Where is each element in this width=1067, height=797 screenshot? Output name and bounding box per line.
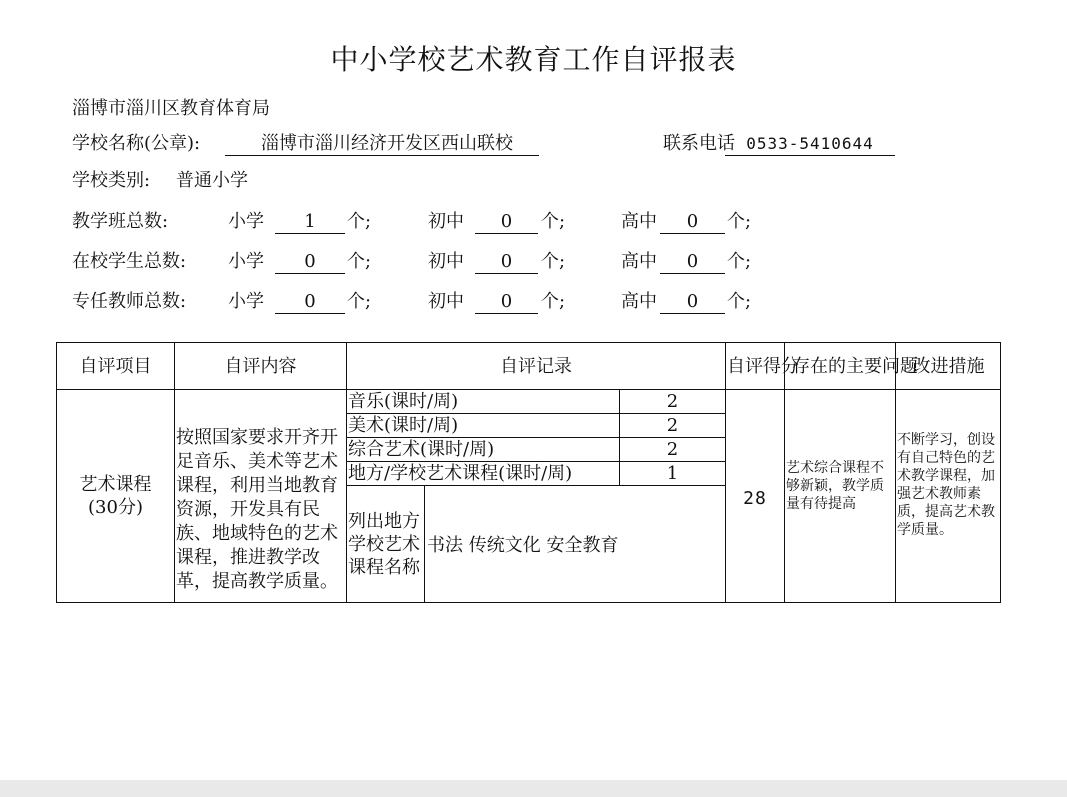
level-primary: 小学 xyxy=(228,211,264,232)
unit: 个; xyxy=(727,211,752,232)
header-problems: 存在的主要问题 xyxy=(792,356,918,377)
record-row-divider xyxy=(346,461,725,462)
measures-text: 不断学习，创设有自己特色的艺术教学课程，加强艺术教师素质，提高艺术教学质量。 xyxy=(897,432,995,538)
unit: 个; xyxy=(347,291,372,312)
phone-value: 0533-5410644 xyxy=(725,133,895,156)
level-senior: 高中 xyxy=(621,251,657,272)
unit: 个; xyxy=(541,211,566,232)
record-label: 综合艺术(课时/周) xyxy=(348,439,495,460)
level-senior: 高中 xyxy=(621,291,657,312)
classes-senior-value: 0 xyxy=(660,211,725,234)
problems-text: 艺术综合课程不够新颖，教学质量有待提高 xyxy=(786,460,884,512)
level-senior: 高中 xyxy=(621,211,657,232)
unit: 个; xyxy=(727,291,752,312)
header-item: 自评项目 xyxy=(79,356,152,377)
col-divider xyxy=(346,342,347,603)
level-junior: 初中 xyxy=(428,291,464,312)
level-junior: 初中 xyxy=(428,251,464,272)
students-primary-value: 0 xyxy=(275,251,345,274)
school-name-text: 淄博市淄川经济开发区西山联校 xyxy=(261,133,513,154)
teachers-primary-value: 0 xyxy=(275,291,345,314)
category-value: 普通小学 xyxy=(176,170,248,191)
record-row-divider xyxy=(346,437,725,438)
local-courses-divider xyxy=(424,485,425,603)
record-label: 地方/学校艺术课程(课时/周) xyxy=(348,463,573,484)
col-divider xyxy=(895,342,896,603)
teachers-senior-value: 0 xyxy=(660,291,725,314)
record-label: 音乐(课时/周) xyxy=(348,391,459,412)
header-score: 自评得分 xyxy=(727,356,799,377)
classes-junior-value: 0 xyxy=(475,211,538,234)
record-value: 2 xyxy=(666,415,679,436)
record-row-divider xyxy=(346,413,725,414)
organization: 淄博市淄川区教育体育局 xyxy=(72,98,270,119)
level-primary: 小学 xyxy=(228,291,264,312)
phone-label: 联系电话 xyxy=(663,133,735,154)
school-label: 学校名称(公章): xyxy=(72,133,201,154)
category-label: 学校类别: xyxy=(72,170,151,191)
unit: 个; xyxy=(541,251,566,272)
record-row-divider xyxy=(346,485,725,486)
unit: 个; xyxy=(541,291,566,312)
header-record: 自评记录 xyxy=(500,356,572,377)
col-divider xyxy=(725,342,726,603)
local-courses-value: 书法 传统文化 安全教育 xyxy=(427,535,619,556)
col-divider xyxy=(174,342,175,603)
unit: 个; xyxy=(347,211,372,232)
stat-label-teachers: 专任教师总数: xyxy=(72,291,187,312)
bottom-scroll-area xyxy=(0,780,1067,797)
level-junior: 初中 xyxy=(428,211,464,232)
content-text: 按照国家要求开齐开足音乐、美术等艺术课程，利用当地教育资源，开发具有民族、地域特色的艺术课程，推进教学改革，提高教学质量。 xyxy=(176,427,338,592)
classes-primary-value: 1 xyxy=(275,211,345,234)
page-title: 中小学校艺术教育工作自评报表 xyxy=(330,43,737,76)
unit: 个; xyxy=(347,251,372,272)
header-content: 自评内容 xyxy=(224,356,297,377)
record-label: 美术(课时/周) xyxy=(348,415,459,436)
students-senior-value: 0 xyxy=(660,251,725,274)
local-courses-label: 列出地方学校艺术课程名称 xyxy=(348,511,420,578)
unit: 个; xyxy=(727,251,752,272)
col-divider xyxy=(784,342,785,603)
students-junior-value: 0 xyxy=(475,251,538,274)
school-name-value xyxy=(225,133,539,156)
record-value: 2 xyxy=(666,391,679,412)
score-value: 28 xyxy=(743,488,767,509)
level-primary: 小学 xyxy=(228,251,264,272)
item-points: (30分) xyxy=(88,497,143,518)
stat-label-students: 在校学生总数: xyxy=(72,251,187,272)
item-name: 艺术课程 xyxy=(79,474,152,495)
record-value: 2 xyxy=(666,439,679,460)
stat-label-classes: 教学班总数: xyxy=(72,211,169,232)
record-value: 1 xyxy=(666,463,679,484)
teachers-junior-value: 0 xyxy=(475,291,538,314)
table-header-divider xyxy=(56,389,1001,390)
header-measures: 改进措施 xyxy=(912,356,985,377)
